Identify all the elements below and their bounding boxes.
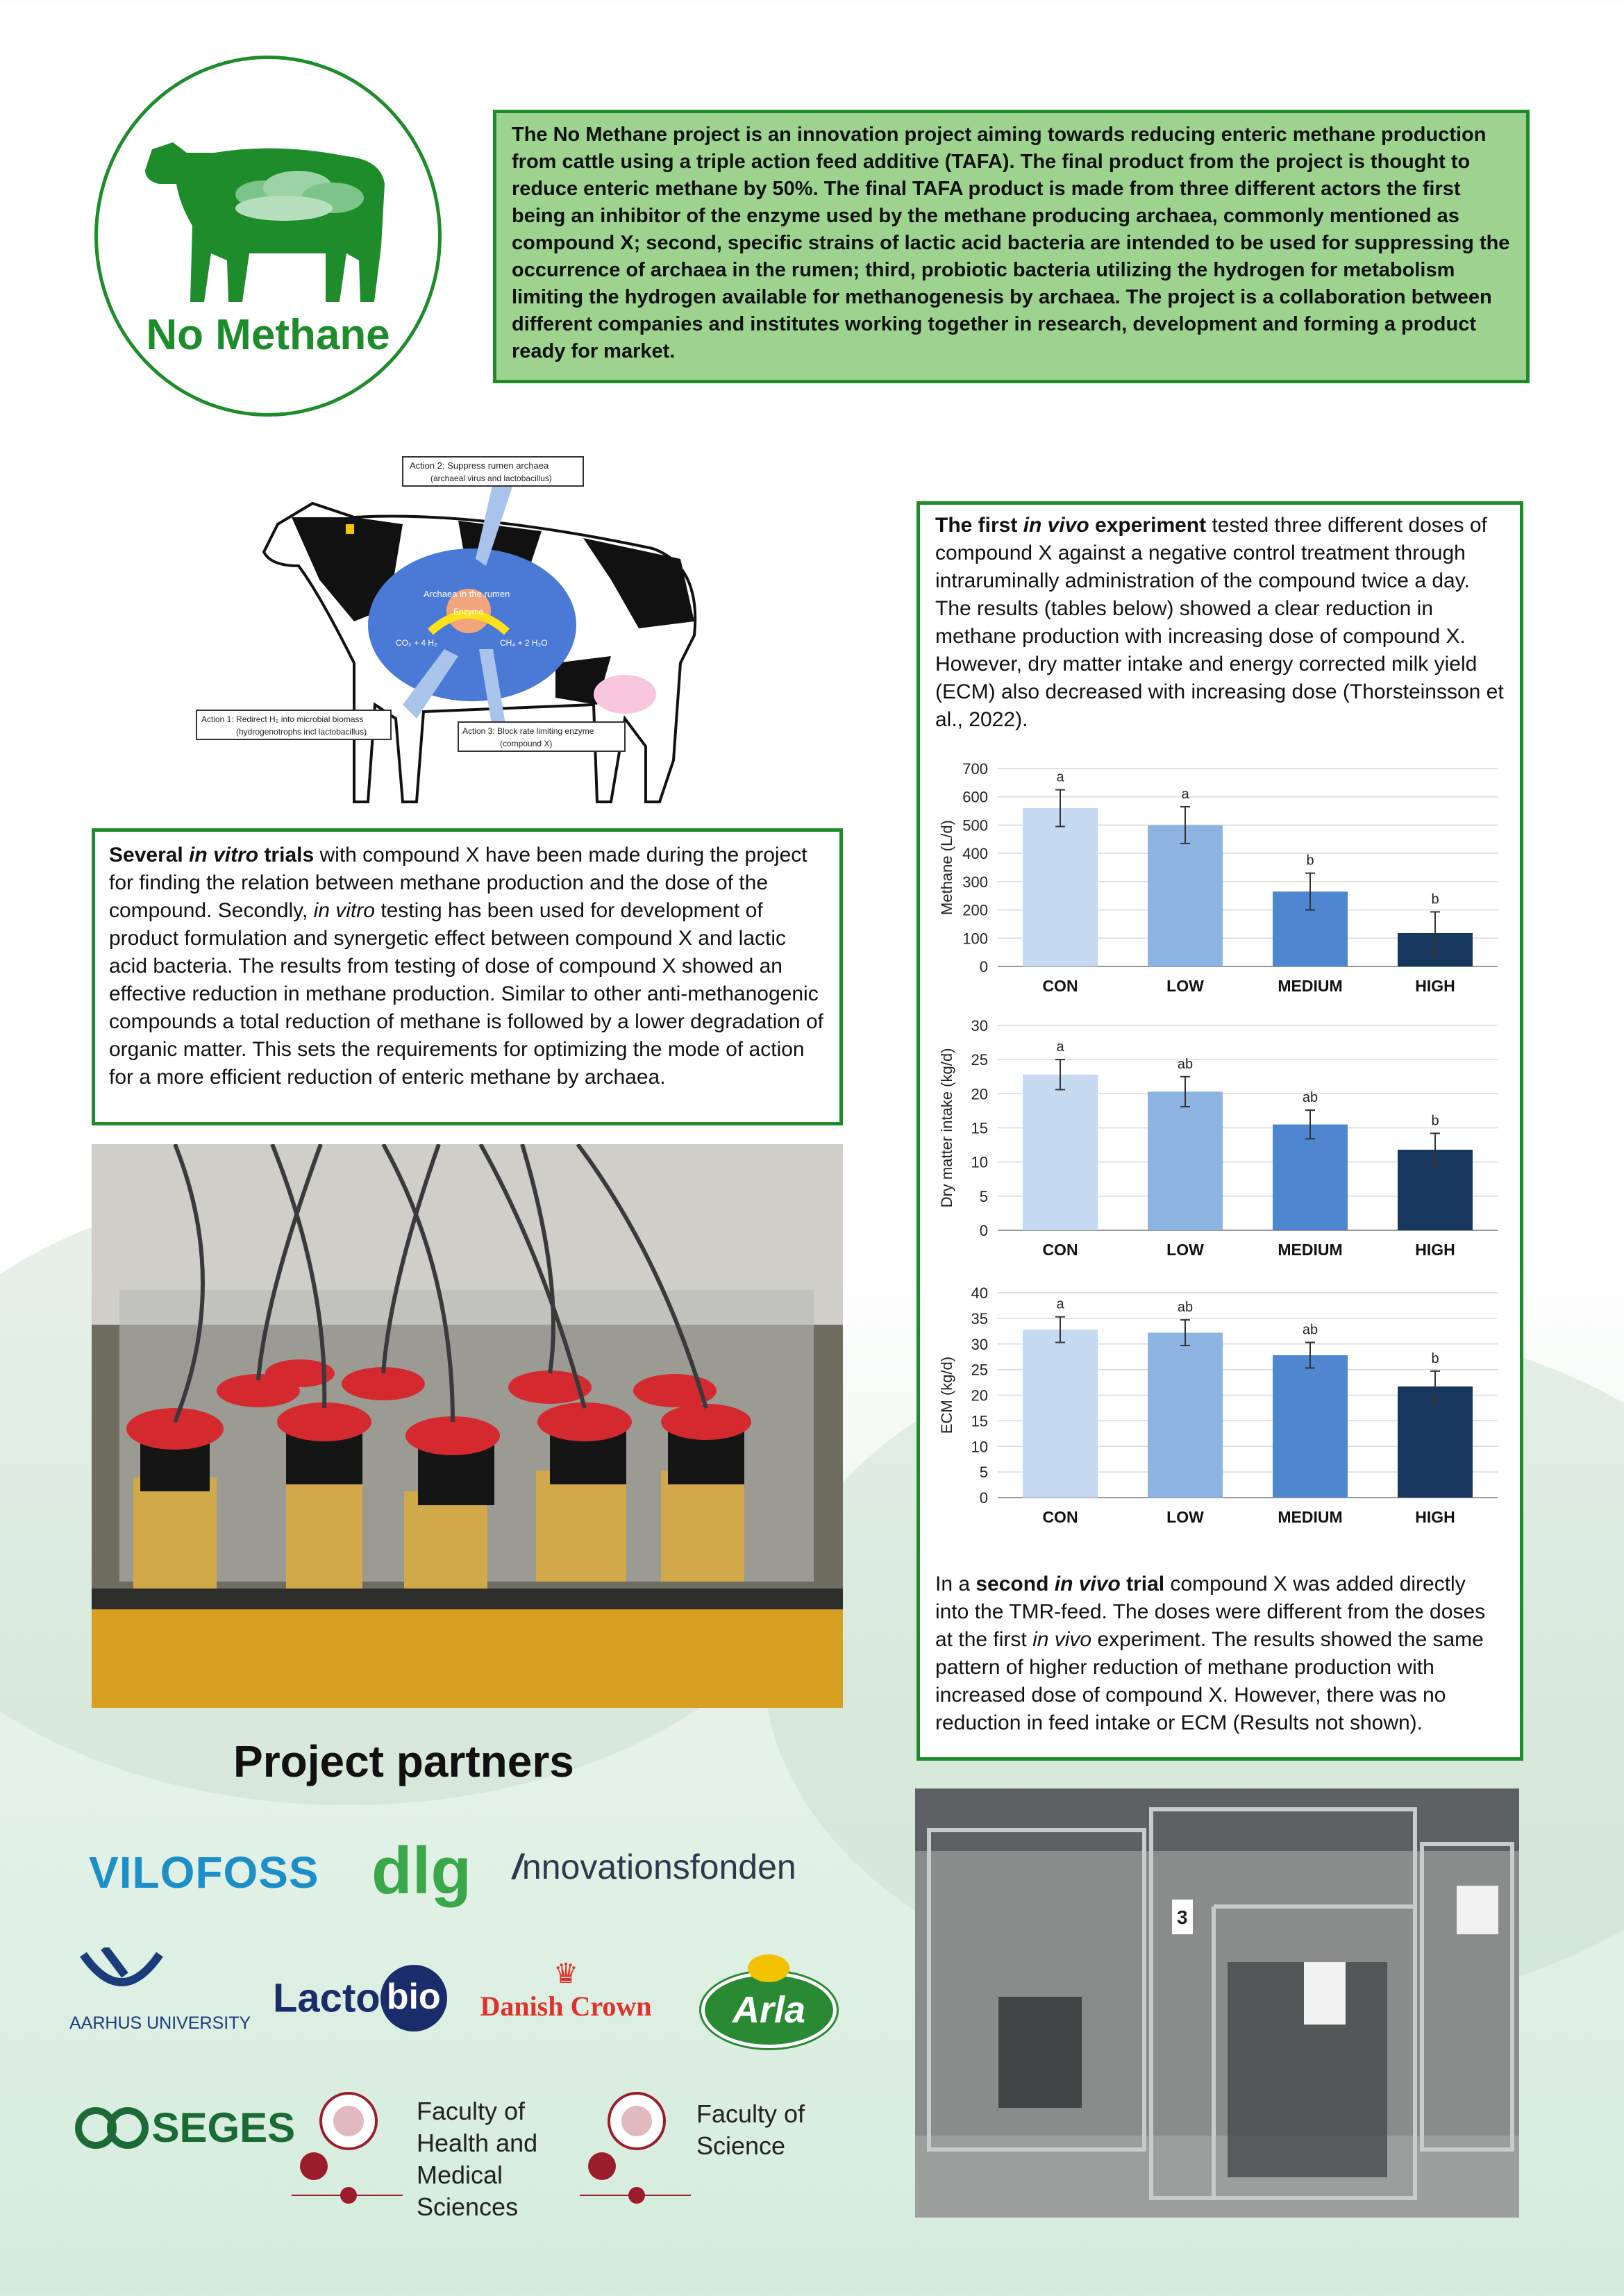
significance-letter: a bbox=[1181, 786, 1189, 802]
bar bbox=[1148, 1333, 1223, 1498]
y-tick-label: 5 bbox=[979, 1187, 988, 1205]
significance-letter: ab bbox=[1177, 1056, 1194, 1072]
seges-ring-icon bbox=[107, 2107, 149, 2149]
y-tick-label: 10 bbox=[971, 1438, 988, 1456]
invivo2-italic2: in vivo bbox=[1032, 1628, 1092, 1651]
action3-sub: (compound X) bbox=[500, 739, 553, 748]
logo-text: No Methane bbox=[146, 311, 390, 359]
ecm-chart bbox=[935, 1279, 1512, 1536]
x-tick-label: HIGH bbox=[1415, 1241, 1455, 1259]
invivo2-bold2: trial bbox=[1120, 1573, 1165, 1595]
intro-text: The No Methane project is an innovation project aiming towards reducing enteric methane production from cattle using a triple action feed additive (TAFA). The final product from the project is thought to reduce enteric methane by 50%. The final TAFA product is made from three different actors the first being an inhibitor of the enzyme used by the methane producing archaea, commonly mentioned as compound X; second, specific strains of lactic acid bacteria are intended to be used for suppressing the occurrence of archaea in the rumen; third, probiotic bacteria utilizing the hydrogen for metabolism limiting the hydrogen available for methanogenesis by archaea. The project is a collaboration between different companies and institutes working together in research, development and forming a product ready for market. bbox=[512, 124, 1510, 362]
action2-sub: (archaeal virus and lactobacillus) bbox=[430, 474, 552, 483]
partners-title: Project partners bbox=[233, 1736, 574, 1786]
x-tick-label: HIGH bbox=[1415, 1508, 1455, 1526]
y-tick-label: 35 bbox=[971, 1309, 988, 1327]
ku-health-logo bbox=[292, 2090, 410, 2208]
crown-icon: ♛ bbox=[553, 1959, 578, 1989]
significance-letter: b bbox=[1431, 891, 1439, 907]
y-tick-label: 30 bbox=[971, 1335, 988, 1353]
x-tick-label: CON bbox=[1042, 977, 1078, 995]
svg-text:3: 3 bbox=[1177, 1907, 1188, 1928]
invivo1-text: tested three different doses of compound X against a negative control treatment through intraruminally administration of the compound twice a day. The results (tables below) showed a clear reduction in methane production with increasing dose of compound X. However, dry matter intake and energy corrected milk yield (ECM) also decreased with increasing dose (Thorsteinsson et al., 2022). bbox=[935, 514, 1504, 731]
invivo1-text-block bbox=[935, 512, 1505, 734]
seges-logo bbox=[75, 2104, 295, 2152]
innovationsfonden-text: nnovationsfonden bbox=[521, 1847, 796, 1886]
ku-seal-icon bbox=[580, 2090, 698, 2208]
invitro-photo bbox=[92, 1144, 843, 1708]
y-tick-label: 100 bbox=[962, 930, 988, 948]
significance-letter: b bbox=[1431, 1350, 1439, 1366]
invitro-p2: testing has been used for development of product formulation and synergetic effect between compound X and lactic acid bacteria. The results from testing of dose of compound X showed an effective reduction in methane production. Similar to other anti-methanogenic compounds a total reduction of methane is followed by a lower degradation of organic matter. This sets the requirements for optimizing the mode of action for a more efficient reduction of enteric methane by archaea. bbox=[109, 899, 823, 1089]
innovationsfonden-slash-icon: / bbox=[512, 1847, 522, 1886]
y-tick-label: 300 bbox=[962, 873, 988, 891]
y-tick-label: 15 bbox=[971, 1119, 988, 1137]
no-methane-logo bbox=[94, 56, 442, 417]
bar bbox=[1273, 1355, 1348, 1498]
danish-crown-text: Danish Crown bbox=[480, 1991, 652, 2022]
x-tick-label: CON bbox=[1042, 1241, 1078, 1259]
lacto-text: Lacto bbox=[273, 1975, 380, 2021]
innovationsfonden-logo bbox=[512, 1847, 796, 1887]
cow-diagram bbox=[194, 455, 722, 816]
left-formula: CO₂ + 4 H₂ bbox=[396, 638, 437, 648]
cow-diagram-drawing bbox=[194, 455, 722, 816]
significance-letter: a bbox=[1056, 1296, 1064, 1312]
vilofoss-logo bbox=[89, 1847, 319, 1898]
significance-letter: b bbox=[1306, 853, 1314, 869]
invitro-p1: with compound X have been made during the project for finding the relation between methane production and the dose of the compound. Secondly, bbox=[109, 844, 807, 922]
faculty-health-text: Faculty of Health and Medical Sciences bbox=[417, 2097, 538, 2221]
action2-label: Action 2: Suppress rumen archaea bbox=[410, 460, 549, 471]
faculty-science-text: Faculty of Science bbox=[696, 2100, 805, 2160]
significance-letter: ab bbox=[1302, 1322, 1319, 1338]
arla-text: Arla bbox=[732, 1989, 806, 2031]
y-tick-label: 700 bbox=[962, 760, 988, 778]
dry-matter-intake-chart bbox=[935, 1012, 1512, 1268]
bottles-photo-drawing bbox=[92, 1144, 843, 1708]
significance-letter: b bbox=[1431, 1113, 1439, 1129]
significance-letter: ab bbox=[1177, 1300, 1194, 1316]
x-tick-label: CON bbox=[1042, 1508, 1078, 1526]
invivo1-italic: in vivo bbox=[1023, 514, 1089, 537]
x-tick-label: MEDIUM bbox=[1278, 977, 1343, 995]
action1-label: Action 1: Redirect H₂ into microbial biomass bbox=[201, 714, 364, 724]
invivo2-p3: experiment. The results showed the same pattern of higher reduction of methane production with increased dose of compound X. However, there was no reduction in feed intake or ECM (Results not shown). bbox=[935, 1628, 1484, 1734]
significance-letter: a bbox=[1056, 769, 1064, 785]
invivo1-bold2: experiment bbox=[1089, 514, 1207, 537]
bar bbox=[1148, 825, 1223, 966]
arla-flower-icon bbox=[748, 1954, 789, 1982]
invivo2-italic: in vivo bbox=[1054, 1573, 1121, 1595]
y-tick-label: 0 bbox=[979, 1222, 988, 1239]
invivo2-bold: second bbox=[976, 1573, 1055, 1595]
y-tick-label: 0 bbox=[979, 1489, 988, 1507]
y-tick-label: 40 bbox=[971, 1284, 988, 1302]
significance-letter: ab bbox=[1302, 1089, 1319, 1105]
y-tick-label: 10 bbox=[971, 1153, 988, 1171]
x-tick-label: LOW bbox=[1166, 1508, 1204, 1526]
bar bbox=[1023, 808, 1098, 966]
respiration-chamber-photo bbox=[915, 1788, 1519, 2218]
action3-label: Action 3: Block rate limiting enzyme bbox=[462, 726, 594, 736]
y-axis-label: Methane (L/d) bbox=[938, 820, 955, 915]
bio-text: bio bbox=[380, 1965, 447, 2031]
bar bbox=[1398, 1386, 1473, 1498]
enzyme-label: Enzyme bbox=[453, 607, 484, 617]
chamber-photo-drawing bbox=[915, 1788, 1519, 2218]
y-tick-label: 25 bbox=[971, 1361, 988, 1379]
y-tick-label: 30 bbox=[971, 1017, 988, 1034]
seges-text: SEGES bbox=[151, 2104, 296, 2151]
y-axis-label: ECM (kg/d) bbox=[938, 1356, 955, 1434]
y-tick-label: 15 bbox=[971, 1412, 988, 1430]
x-tick-label: HIGH bbox=[1415, 977, 1455, 995]
dlg-logo bbox=[371, 1833, 471, 1909]
action1-sub: (hydrogenotrophs incl lactobacillus) bbox=[236, 727, 367, 737]
x-tick-label: LOW bbox=[1166, 977, 1204, 995]
y-tick-label: 0 bbox=[979, 958, 988, 975]
y-tick-label: 200 bbox=[962, 901, 988, 919]
aarhus-university-logo bbox=[69, 1947, 264, 2038]
y-tick-label: 400 bbox=[962, 845, 988, 863]
ku-science-logo bbox=[580, 2090, 698, 2208]
methane-chart bbox=[935, 755, 1512, 1005]
invivo2-p2: compound X was added directly into the TMR-feed. The doses were different from the doses at the first bbox=[935, 1573, 1486, 1651]
invitro-bold: Several bbox=[109, 844, 190, 866]
y-tick-label: 5 bbox=[979, 1464, 988, 1482]
y-tick-label: 500 bbox=[962, 816, 988, 835]
dlg-text: dlg bbox=[371, 1834, 471, 1908]
archaea-label: Archaea in the rumen bbox=[424, 589, 510, 599]
bar bbox=[1148, 1091, 1223, 1230]
invitro-italic: in vitro bbox=[189, 844, 259, 866]
invivo2-text-block bbox=[935, 1570, 1505, 1737]
x-tick-label: LOW bbox=[1166, 1241, 1204, 1259]
y-tick-label: 25 bbox=[971, 1051, 988, 1069]
bar bbox=[1023, 1075, 1098, 1230]
vilofoss-text: VILOFOSS bbox=[89, 1847, 319, 1897]
y-tick-label: 20 bbox=[971, 1085, 988, 1103]
aarhus-text: AARHUS UNIVERSITY bbox=[69, 2013, 251, 2033]
bar bbox=[1273, 1125, 1348, 1230]
danish-crown-logo bbox=[462, 1958, 670, 2022]
aarhus-seal-icon bbox=[76, 1947, 167, 1996]
right-formula: CH₄ + 2 H₂O bbox=[500, 638, 548, 648]
invitro-box bbox=[92, 828, 843, 1125]
invitro-bold2: trials bbox=[258, 844, 315, 866]
y-tick-label: 600 bbox=[962, 788, 988, 806]
invivo1-bold: The first bbox=[935, 514, 1023, 537]
intro-box bbox=[493, 110, 1530, 383]
bar bbox=[1023, 1330, 1098, 1498]
cow-silhouette-icon bbox=[138, 121, 402, 316]
ku-seal-icon bbox=[292, 2090, 410, 2208]
arla-logo bbox=[701, 1972, 837, 2048]
invitro-italic2: in vitro bbox=[313, 899, 375, 922]
y-axis-label: Dry matter intake (kg/d) bbox=[938, 1048, 955, 1208]
invivo2-p1: In a bbox=[935, 1573, 976, 1595]
lactobio-logo bbox=[273, 1965, 447, 2020]
significance-letter: a bbox=[1056, 1039, 1064, 1055]
x-tick-label: MEDIUM bbox=[1278, 1241, 1343, 1259]
x-tick-label: MEDIUM bbox=[1278, 1508, 1343, 1526]
y-tick-label: 20 bbox=[971, 1386, 988, 1405]
invivo-box bbox=[916, 501, 1523, 1761]
